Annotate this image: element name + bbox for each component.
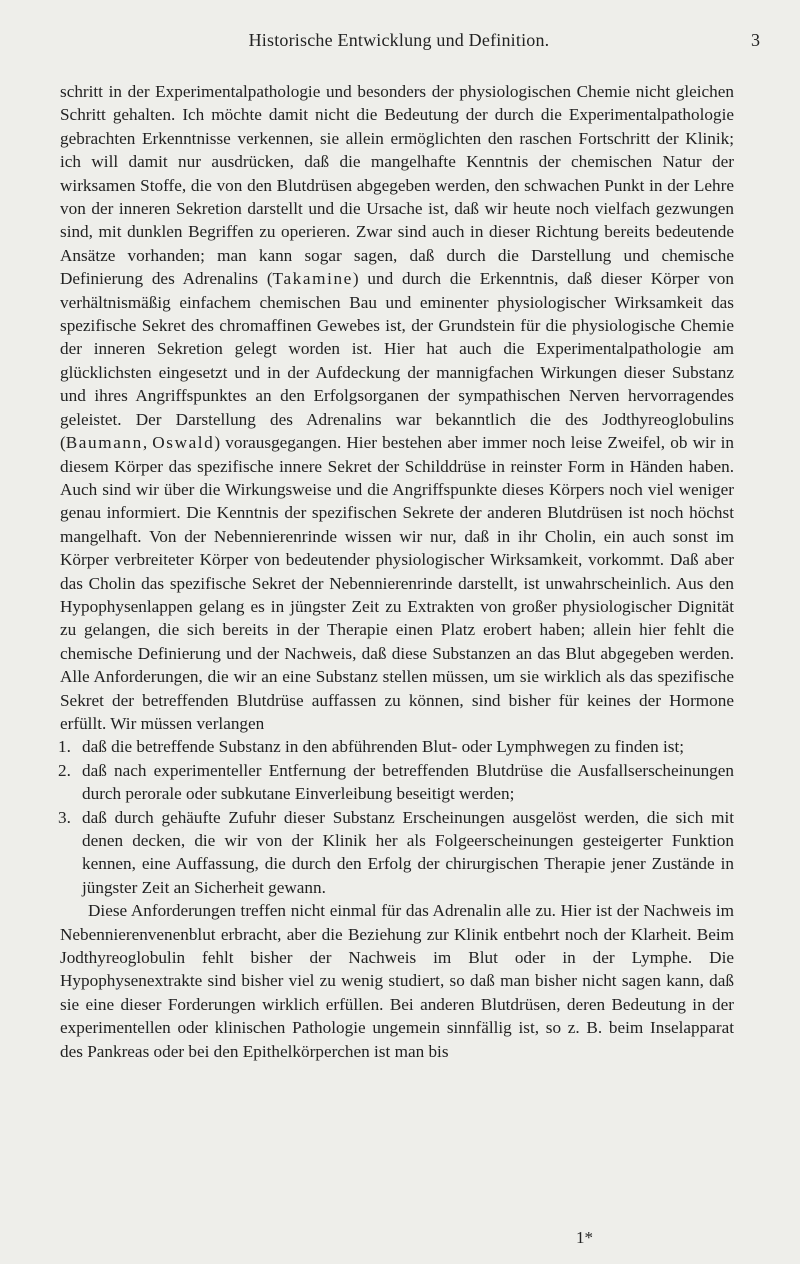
text-run: schritt in der Experimentalpathologie und besonders der physiologischen Chemie nicht gleichen Schritt gehalten. Ich möchte damit nicht die Bedeutung der durch die Experimentalpathologie gebrachten Erkenntnisse verkennen, sie allein ermöglichten den raschen Fortschritt der Klinik; ich will damit nur ausdrücken, daß die mangelhafte Kenntnis der chemischen Natur der wirksamen Stoffe, die von den Blutdrüsen abgegeben werden, den schwachen Punkt in der Lehre von der inneren Sekretion darstellt und die Ursache ist, daß wir heute noch vielfach gezwungen sind, mit dunklen Begriffen zu operieren. Zwar sind auch in dieser Richtung bereits bedeutende Ansätze vorhanden; man kann sogar sagen, daß durch die Darstellung und chemische Definierung des Adrenalins ( (60, 82, 734, 289)
list-number: 2. (58, 760, 71, 780)
page-number: 3 (751, 30, 760, 50)
list-item (60, 759, 734, 806)
paragraph: Diese Anforderungen treffen nicht einmal für das Adrenalin alle zu. Hier ist der Nachweis im Nebennierenvenenblut erbracht, aber die Beziehung zur Klinik entbehrt noch der Klarheit. Beim Jodthyreoglobulin fehlt bisher der Nachweis im Blut oder in der Lymphe. Die Hypophysenextrakte sind bisher viel zu wenig studiert, so daß man bisher nicht sagen kann, daß sie eine dieser Forderungen wirklich erfüllen. Bei anderen Blutdrüsen, deren Bedeutung in der experimentellen oder klinischen Pathologie ungemein sinnfällig ist, so z. B. beim Inselapparat des Pankreas oder bei den Epithelkörperchen ist man bis (60, 901, 734, 1061)
body-text (60, 80, 734, 1063)
author-name: Takamine (272, 269, 353, 289)
author-name: Oswald (152, 433, 215, 453)
author-name: Baumann (65, 433, 143, 453)
list-text: daß nach experimenteller Entfernung der betreffenden Blutdrüse die Ausfallserscheinungen durch perorale oder subkutane Einverleibung beseitigt werden; (82, 760, 734, 804)
list-text: daß durch gehäufte Zufuhr dieser Substanz Erscheinungen ausgelöst werden, die sich mit denen decken, die wir von der Klinik her als Folgeerscheinungen gesteigerter Funktion kennen, eine Auffassung, die durch den Erfolg der chirurgischen Therapie jener Zustände in jüngster Zeit an Sicherheit gewann. (82, 807, 734, 897)
list-item (60, 735, 734, 758)
text-run: , (142, 433, 153, 453)
signature-mark: 1* (576, 1228, 593, 1247)
requirements-list (60, 735, 734, 899)
list-number: 1. (58, 737, 71, 757)
paragraph (60, 80, 734, 735)
text-run: ) vorausgegangen. Hier bestehen aber immer noch leise Zweifel, ob wir in diesem Körper das spezifische innere Sekret der Schilddrüse in reinster Form in Händen haben. Auch sind wir über die Wirkungsweise und die Angriffspunkte dieses Körpers noch viel weniger genau informiert. Die Kenntnis der spezifischen Sekrete der anderen Blutdrüsen ist noch höchst mangelhaft. Von der Nebennierenrinde wissen wir nur, daß in ihr Cholin, ein auch sonst im Körper verbreiteter Körper von bedeutender physiologischer Wirksamkeit, vorkommt. Daß aber das Cholin das spezifische Sekret der Nebennierenrinde darstellt, ist unwahrscheinlich. Aus den Hypophysenlappen gelang es in jüngster Zeit zu Extrakten von großer physiologischer Dignität zu gelangen, die sich bereits in der Therapie einen Platz erobert haben; allein hier fehlt die chemische Definierung und der Nachweis, daß diese Substanzen an das Blut abgegeben werden. Alle Anforderungen, die wir an eine Substanz stellen müssen, um sie wirklich als das spezifische Sekret der betreffenden Blutdrüse auffassen zu können, sind bisher für keines der Hormone erfüllt. Wir müssen verlangen (60, 433, 735, 733)
running-head: Historische Entwicklung und Definition. (248, 30, 550, 50)
page-header (60, 30, 760, 56)
list-text: daß die betreffende Substanz in den abführenden Blut- oder Lymphwegen zu finden ist; (82, 737, 685, 757)
text-run: ) und durch die Erkenntnis, daß dieser Körper von verhältnismäßig einfachem chemischen Bau und eminenter physiologischer Wirksamkeit das spezifische Sekret des chromaffinen Gewebes ist, der Grundstein für die physiologische Chemie der inneren Sekretion gelegt worden ist. Hier hat auch die Experimentalpathologie am glücklichsten eingesetzt und in der Aufdeckung der mannigfachen Wirkungen dieser Substanz und ihres Angriffspunktes an den Erfolgsorganen der sympathischen Nerven hervorragendes geleistet. Der Darstellung des Adrenalins war bekanntlich die des Jodthyreoglobulins ( (60, 269, 734, 453)
list-number: 3. (58, 807, 71, 827)
list-item (60, 806, 734, 900)
